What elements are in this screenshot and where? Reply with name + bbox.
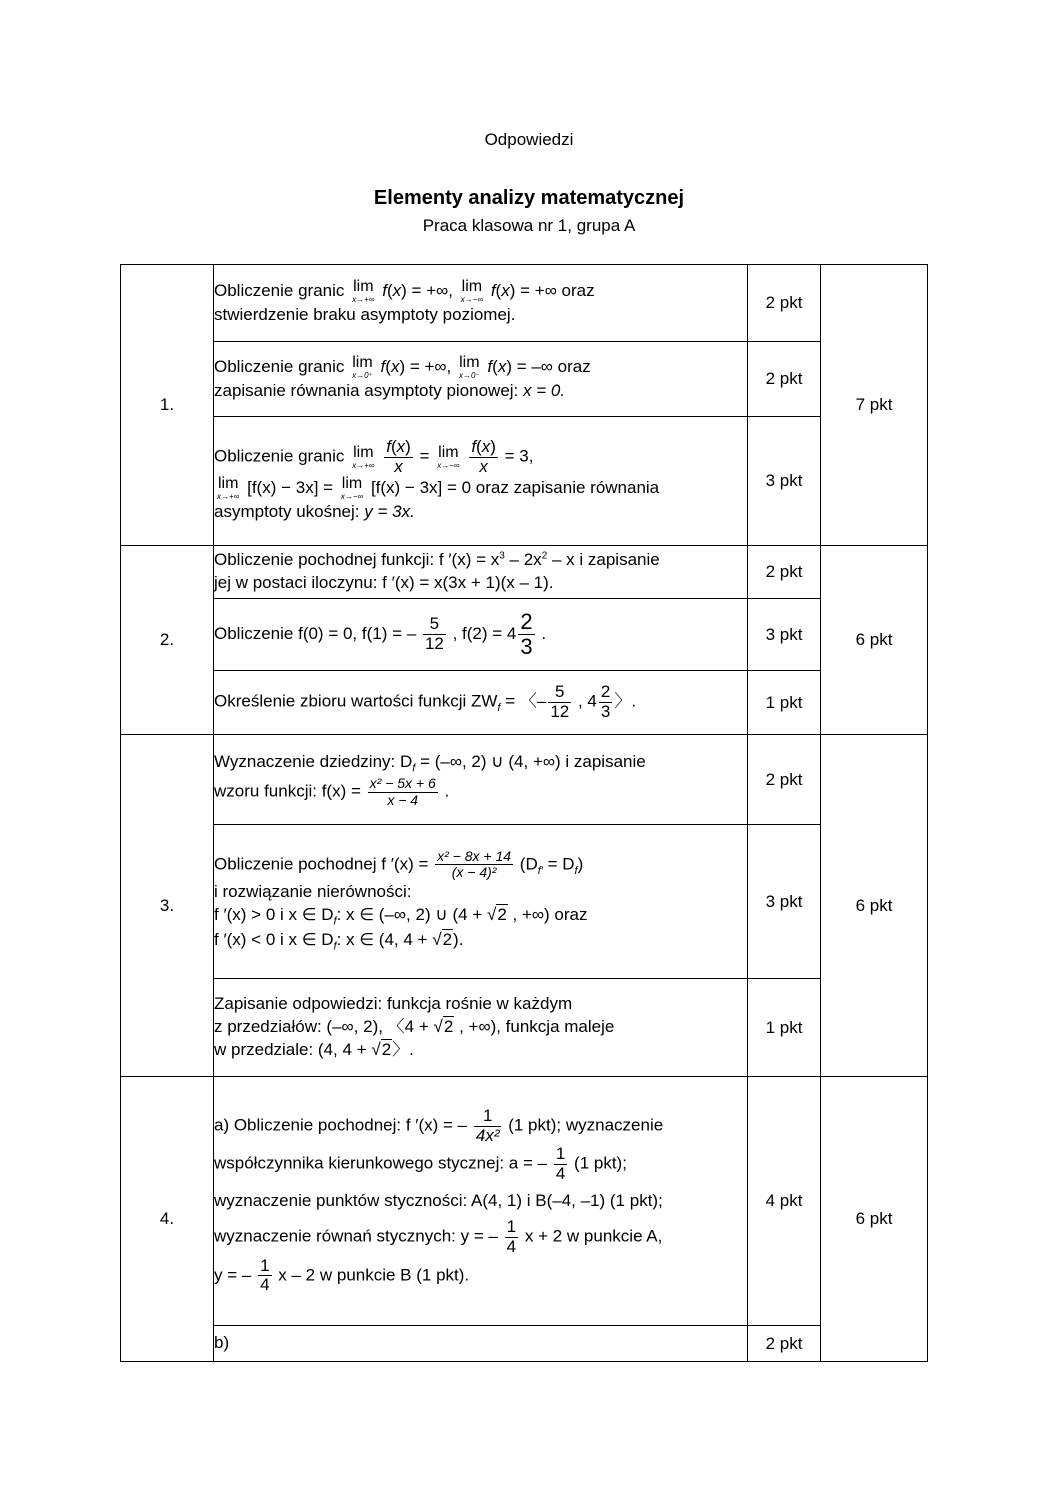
total-points-cell: 6 pkt — [821, 1077, 928, 1362]
points-cell: 3 pkt — [748, 599, 821, 671]
points-cell: 2 pkt — [748, 265, 821, 342]
table-row — [121, 735, 928, 825]
criterion-cell: Obliczenie pochodnej f ′(x) = $\frac{\text{x² − 8x + 14}}{\text{(x − 4)²}}$ $(D_{f'} = D_f)$ i rozwiązanie nierówności: f ′(x) > 0 i x ∈ $D_f$: x ∈ (–∞, 2) ∪ (4 + √2 , +∞) oraz f ′(x) < 0 i x ∈ $D_f$: x ∈ (4, 4 + √2). — [214, 825, 748, 979]
points-cell: 2 pkt — [748, 342, 821, 417]
criterion-cell: Określenie zbioru wartości funkcji $ZW_f$ = 〈– $\frac{5}{12}$ , 4 $\frac{2}{3}$ 〉. — [214, 671, 748, 735]
total-points-cell: 7 pkt — [821, 265, 928, 546]
points-cell: 3 pkt — [748, 825, 821, 979]
criterion-cell: Obliczenie f(0) = 0, f(1) = – $\frac{5}{12}$ , f(2) = 4 $\frac{2}{3}$ . — [214, 599, 748, 671]
criterion-cell: a) Obliczenie pochodnej: f ′(x) = – $\frac{1}{\text{4x²}}$ (1 pkt); wyznaczenie współczynnika kierunkowego stycznej: a = – $\frac{1}{4}$ (1 pkt); wyznaczenie punktów styczności: A(4, 1) i B(–4, –1) (1 pkt); wyznaczenie równań stycznych: y = – $\frac{1}{4}$ x + 2 w punkcie A, y = – $\frac{1}{4}$ x – 2 w punkcie B (1 pkt). — [214, 1077, 748, 1326]
table-row — [121, 671, 928, 735]
task-number: 2. — [121, 546, 214, 735]
points-cell: 2 pkt — [748, 735, 821, 825]
document-label: Odpowiedzi — [484, 130, 574, 149]
table-row — [121, 342, 928, 417]
points-cell: 2 pkt — [748, 546, 821, 599]
task-number: 4. — [121, 1077, 214, 1362]
table-row — [121, 825, 928, 979]
points-cell: 3 pkt — [748, 417, 821, 546]
table-row — [121, 546, 928, 599]
table-row — [121, 1077, 928, 1326]
table-row — [121, 979, 928, 1077]
points-cell: 2 pkt — [748, 1326, 821, 1362]
criterion-cell: Obliczenie pochodnej funkcji: f $'(x) = x^3 - 2x^2 - x$ i zapisanie jej w postaci iloczynu: f ′(x) = x(3x + 1)(x – 1). — [214, 546, 748, 599]
points-cell: 1 pkt — [748, 979, 821, 1077]
table-row — [121, 599, 928, 671]
task-number: 3. — [121, 735, 214, 1077]
document-title: Elementy analizy matematycznej — [373, 187, 685, 209]
criterion-cell: Zapisanie odpowiedzi: funkcja rośnie w każdym z przedziałów: (–∞, 2), 〈4 + √2 , +∞), funkcja maleje w przedziale: (4, 4 + √2〉. — [214, 979, 748, 1077]
table-row — [121, 265, 928, 342]
points-cell: 4 pkt — [748, 1077, 821, 1326]
criterion-cell: Obliczenie granic lim x→0⁺ f(x) = +∞, lim x→0⁻ f(x) = –∞ oraz zapisanie równania asymptoty pionowej: x = 0. — [214, 342, 748, 417]
document-subtitle: Praca klasowa nr 1, grupa A — [422, 216, 636, 235]
table-row — [121, 417, 928, 546]
criterion-cell: Obliczenie granic lim x→+∞ f(x) = +∞, lim x→−∞ f(x) = +∞ oraz stwierdzenie braku asymptoty poziomej. — [214, 265, 748, 342]
grading-table — [120, 264, 928, 1362]
total-points-cell: 6 pkt — [821, 546, 928, 735]
criterion-cell: Wyznaczenie dziedziny: $D_f$ = (–∞, 2) ∪ (4, +∞) i zapisanie wzoru funkcji: f(x) = $\frac{\text{x² − 5x + 6}}{x - 4}$ . — [214, 735, 748, 825]
criterion-cell: b) — [214, 1326, 748, 1362]
total-points-cell: 6 pkt — [821, 735, 928, 1077]
points-cell: 1 pkt — [748, 671, 821, 735]
criterion-cell: Obliczenie granic lim x→+∞ $\frac{f(x)}{x}$ = lim x→−∞ $\frac{f(x)}{x}$ = 3, lim x→+∞ [f(x) − 3x] = lim x→−∞ [f(x) − 3x] = 0 oraz zapisanie równania asymptoty ukośnej: y = 3x. — [214, 417, 748, 546]
task-number: 1. — [121, 265, 214, 546]
table-row — [121, 1326, 928, 1362]
